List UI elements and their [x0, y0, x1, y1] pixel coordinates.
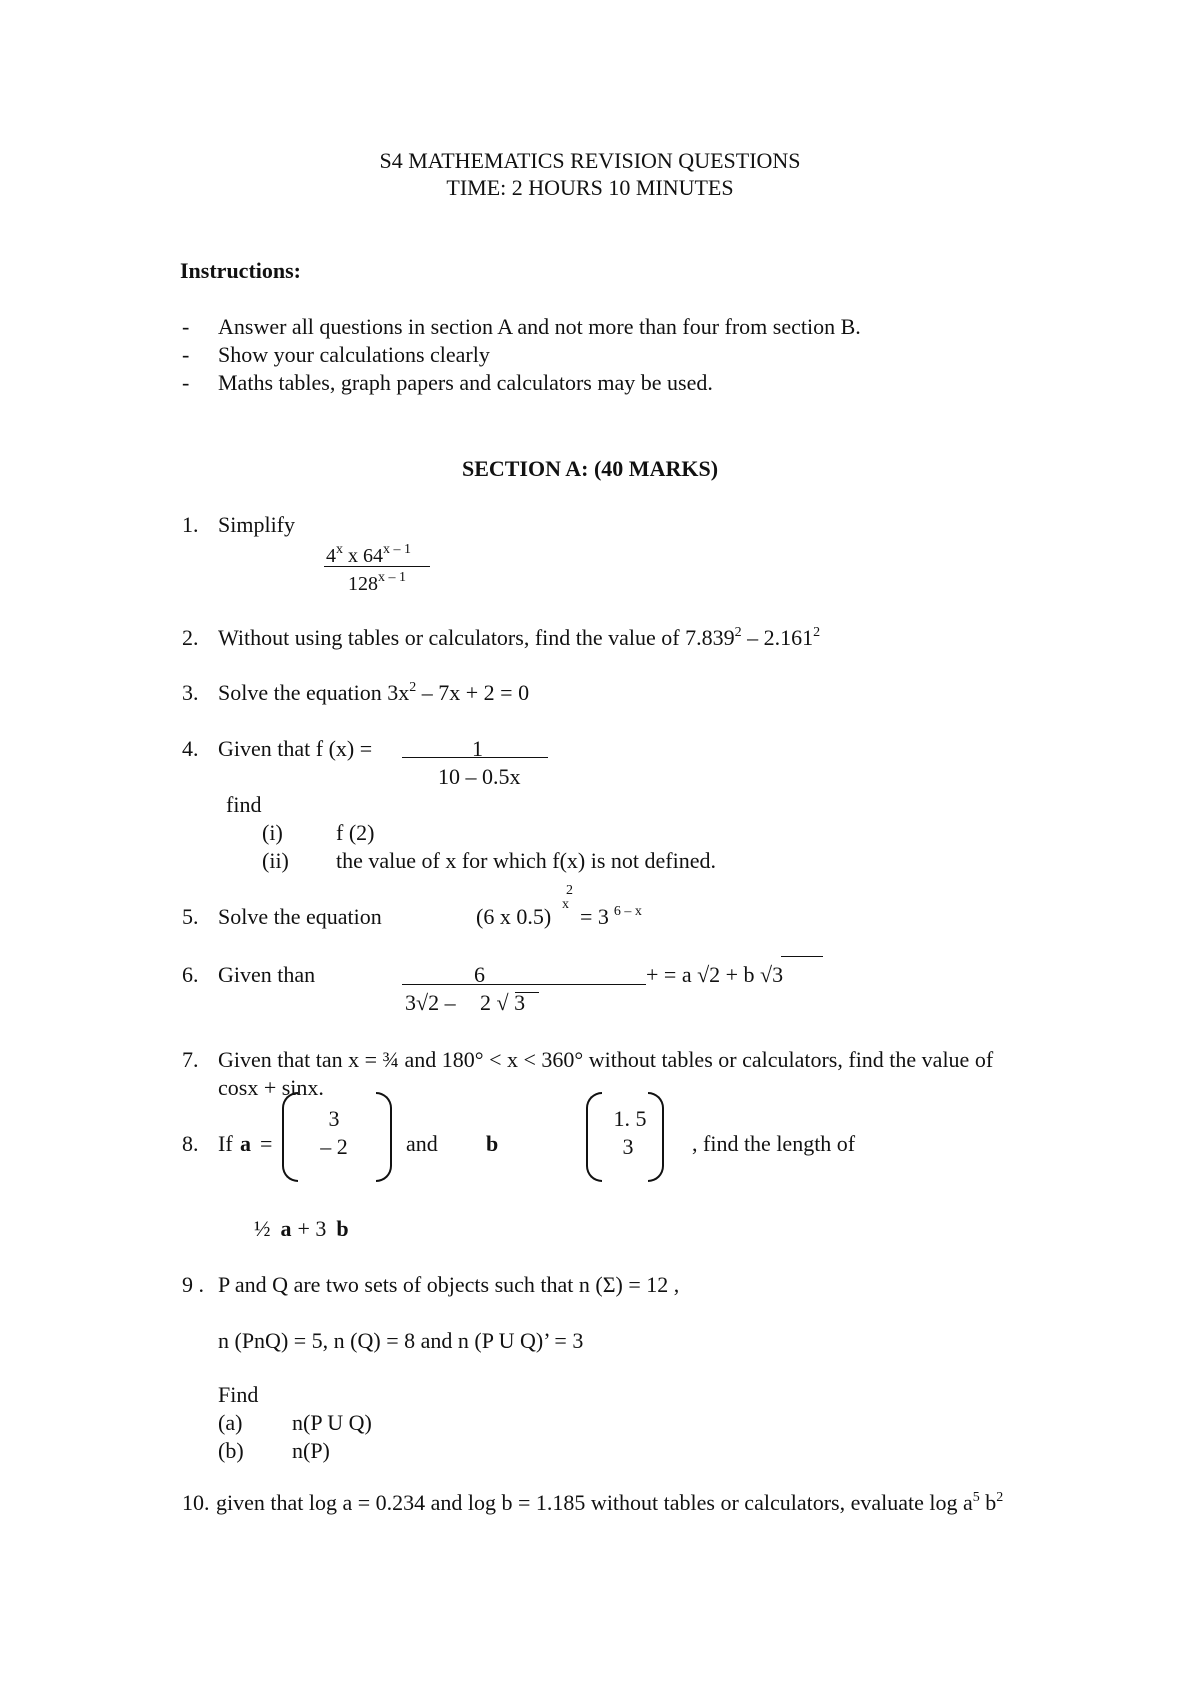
vector-a-entry: 3	[328, 1106, 340, 1131]
find-label: Find	[218, 1382, 259, 1407]
instructions-heading: Instructions:	[180, 258, 302, 283]
question-text: Given than	[218, 962, 316, 987]
question-text: P and Q are two sets of objects such that n (Σ) = 12 ,	[218, 1272, 680, 1297]
fraction-denominator-left: 3√2 –	[405, 990, 456, 1015]
part-label: (ii)	[262, 848, 289, 873]
fraction-bar	[402, 757, 548, 758]
question-number: 1.	[182, 512, 199, 537]
instruction-item: Answer all questions in section A and not more than four from section B.	[218, 314, 861, 339]
question-text: Solve the equation $3x^2 - 7x + 2 = 0$	[218, 680, 530, 705]
document-title: S4 MATHEMATICS REVISION QUESTIONS	[379, 148, 801, 173]
question-text: Solve the equation	[218, 904, 382, 929]
question-text-continued: n (PnQ) = 5, n (Q) = 8 and n (P U Q)’ = 3	[218, 1328, 584, 1353]
question-text: , find the length of	[692, 1131, 856, 1156]
question-text: Simplify	[218, 512, 296, 537]
fraction-bar	[402, 984, 646, 985]
fraction-denominator: 128$^{x - 1}$	[348, 570, 406, 595]
if-text: If	[218, 1131, 233, 1156]
question-number: 9 .	[182, 1272, 204, 1297]
equals-sign: =	[260, 1131, 273, 1156]
fraction-denominator-right: 2 √ 3	[480, 990, 526, 1015]
exponent: x	[562, 897, 569, 912]
fraction-numerator: 6	[474, 962, 485, 987]
question-number: 8.	[182, 1131, 199, 1156]
question-text: given that log a = 0.234 and log b = 1.185 without tables or calculators, evaluate $\log a^5$ $b^2$	[216, 1490, 1004, 1515]
equation-rhs: + = a √2 + b √3	[646, 962, 784, 987]
vector-a-entry: – 2	[320, 1134, 348, 1159]
equation-rhs: = 3 $^{6 - x}$	[580, 904, 642, 929]
bullet: -	[182, 370, 190, 395]
fraction-denominator: 10 – 0.5x	[438, 764, 521, 789]
fraction-numerator: 1	[472, 736, 483, 761]
part-text: f (2)	[336, 820, 375, 845]
vector-b-entry: 1. 5	[613, 1106, 647, 1131]
part-label: (b)	[218, 1438, 244, 1463]
instruction-item: Show your calculations clearly	[218, 342, 490, 367]
left-bracket	[282, 1092, 298, 1182]
question-number: 3.	[182, 680, 199, 705]
right-bracket	[648, 1092, 664, 1182]
part-label: (i)	[262, 820, 283, 845]
part-text: n(P U Q)	[292, 1410, 372, 1435]
vector-b-entry: 3	[622, 1134, 634, 1159]
fraction-bar	[324, 566, 430, 567]
question-number: 2.	[182, 625, 199, 650]
question-text: Without using tables or calculators, find the value of 7.839$^2$ – 2.161$^2$	[218, 625, 821, 650]
question-text: Given that f (x) =	[218, 736, 373, 761]
equation-lhs: (6 x 0.5)	[476, 904, 552, 929]
question-number: 7.	[182, 1047, 199, 1072]
question-text: Given that tan x = ¾ and 180° < x < 360° without tables or calculators, find the value of	[218, 1047, 994, 1072]
bullet: -	[182, 314, 190, 339]
bullet: -	[182, 342, 190, 367]
exam-time: TIME: 2 HOURS 10 MINUTES	[446, 175, 734, 200]
part-text: the value of x for which f(x) is not defined.	[336, 848, 716, 873]
part-text: n(P)	[292, 1438, 330, 1463]
right-bracket	[376, 1092, 392, 1182]
vector-b-label: b	[486, 1131, 499, 1156]
radical-bar	[781, 956, 823, 957]
question-number: 4.	[182, 736, 199, 761]
section-a-heading: SECTION A: (40 MARKS)	[461, 456, 719, 481]
question-number: 5.	[182, 904, 199, 929]
instruction-item: Maths tables, graph papers and calculators may be used.	[218, 370, 713, 395]
vector-a-label: a	[240, 1131, 251, 1156]
question-number: 10.	[182, 1490, 210, 1515]
question-number: 6.	[182, 962, 199, 987]
find-label: find	[226, 792, 262, 817]
vector-expression: ½ a + 3 b	[254, 1216, 349, 1241]
part-label: (a)	[218, 1410, 243, 1435]
exponent: 2	[566, 883, 573, 898]
fraction-numerator: 4$^x$ x 64$^{x - 1}$	[326, 542, 411, 567]
and-text: and	[406, 1131, 438, 1156]
question-text-continued: cosx + sinx.	[218, 1075, 324, 1100]
radical-bar	[515, 992, 539, 993]
